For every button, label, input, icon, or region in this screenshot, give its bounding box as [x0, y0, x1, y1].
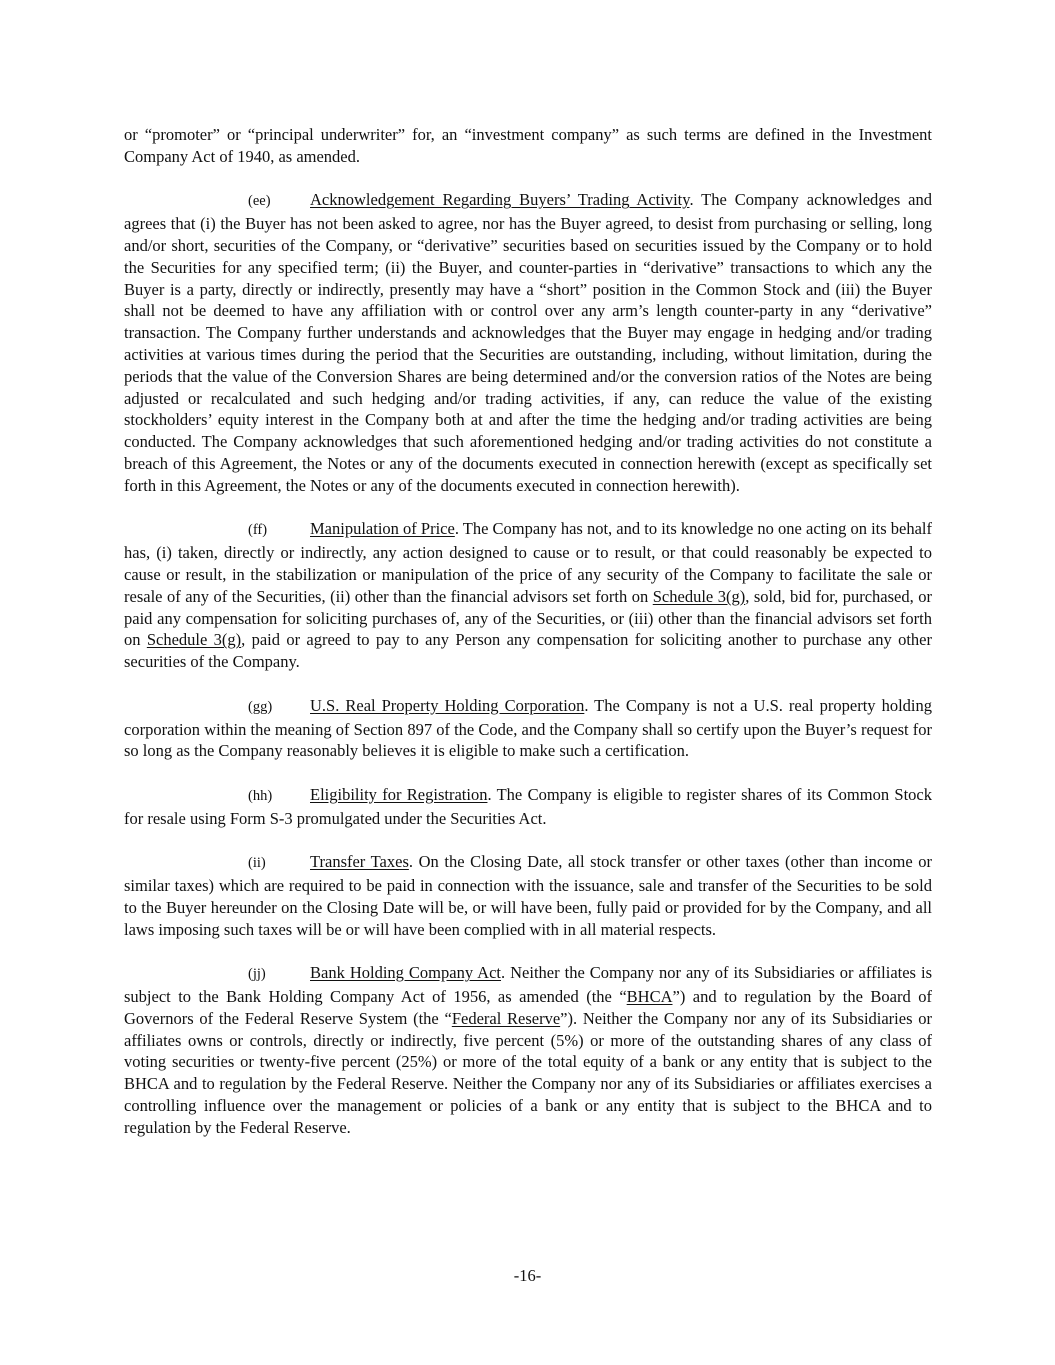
paragraph-text: . The Company is eligible to register shares of its Common Stock for resale using Form S-3 promulgated under the Securities Act.: [124, 784, 932, 828]
paragraph-ff: [124, 518, 932, 673]
document-body: [124, 124, 932, 1160]
paragraph-text: , paid or agreed to pay to any Person any compensation for soliciting another to purchase any other securities of the Company.: [124, 630, 932, 672]
paragraph-text: . The Company is not a U.S. real property holding corporation within the meaning of Section 897 of the Code, and the Company shall so certify upon the Buyer’s request for so long as the Company reasonably believes it is eligible to make such a certification.: [124, 695, 932, 761]
schedule-reference: Schedule 3(g): [146, 630, 242, 650]
paragraph-text: ”) and to regulation by the Board of Governors of the Federal Reserve System (the “: [124, 987, 932, 1028]
paragraph-text: or “promoter” or “principal underwriter” for, an “investment company” as such terms are defined in the Investment Company Act of 1940, as amended.: [124, 125, 932, 166]
section-number: (hh): [248, 787, 273, 804]
paragraph-text: . On the Closing Date, all stock transfer or other taxes (other than income or similar taxes) which are required to be paid in connection with the issuance, sale and transfer of the Securities to be sold to the Buyer hereunder on the Closing Date will be, or will have been, fully paid or provided for by the Company, and all laws imposing such taxes will be or will have been complied with in all material respects.: [124, 852, 933, 939]
paragraph-ee: [124, 189, 932, 496]
section-number: (jj): [248, 966, 266, 983]
section-heading: Eligibility for Registration: [310, 784, 488, 804]
page-number: -16-: [513, 1266, 542, 1285]
section-number: (gg): [248, 698, 273, 715]
paragraph-text: , sold, bid for, purchased, or paid any compensation for soliciting purchases of, any of the Securities, or (iii) other than the financial advisors set forth on: [124, 586, 932, 650]
section-number: (ii): [248, 855, 266, 872]
section-heading: Bank Holding Company Act: [310, 963, 502, 983]
defined-term: Federal Reserve: [451, 1008, 561, 1028]
paragraph-text: ”). Neither the Company nor any of its Subsidiaries or affiliates owns or controls, directly or indirectly, five percent (5%) or more of the outstanding shares of any class of voting securities or twenty-five percent (25%) or more of the total equity of a bank or any entity that is subject to the BHCA and to regulation by the Federal Reserve. Neither the Company nor any of its Subsidiaries or affiliates exercises a controlling influence over the management or policies of a bank or any entity that is subject to the BHCA and to regulation by the Federal Reserve.: [124, 1008, 932, 1137]
paragraph-gg: [124, 695, 932, 762]
section-heading: Transfer Taxes: [310, 852, 409, 872]
section-heading: Acknowledgement Regarding Buyers’ Trading Activity: [310, 190, 690, 210]
paragraph-continuation: [124, 124, 932, 168]
paragraph-hh: [124, 784, 932, 830]
paragraph-jj: [124, 962, 932, 1138]
section-heading: Manipulation of Price: [310, 519, 455, 539]
paragraph-ii: [124, 851, 932, 940]
section-number: (ff): [248, 522, 268, 539]
defined-term: BHCA: [626, 987, 673, 1007]
schedule-reference: Schedule 3(g): [652, 586, 746, 606]
section-number: (ee): [248, 193, 271, 210]
section-heading: U.S. Real Property Holding Corporation: [310, 695, 585, 715]
paragraph-text: . The Company acknowledges and agrees that (i) the Buyer has not been asked to agree, nor has the Buyer agreed, to desist from purchasing or selling, long and/or short, securities of the Company, or “derivative” securities based on securities issued by the Company or to hold the Securities for any specified term; (ii) the Buyer, and counter-parties in “derivative” transactions to which any the Buyer is a party, directly or indirectly, presently may have a “short” position in the Common Stock and (iii) the Buyer shall not be deemed to have any affiliation with or control over any arm’s length counter-party in any “derivative” transaction. The Company further understands and acknowledges that the Buyer may engage in hedging and/or trading activities at various times during the period that the Securities are outstanding, including, without limitation, during the periods that the value of the Conversion Shares are being determined and/or the conversion ratios of the Notes are being adjusted or recalculated and such hedging and/or trading activities, if any, can reduce the value of the existing stockholders’ equity interest in the Company both at and after the time the hedging and/or trading activities are being conducted. The Company acknowledges that such aforementioned hedging and/or trading activities do not constitute a breach of this Agreement, the Notes or any of the documents executed in connection herewith (except as specifically set forth in this Agreement, the Notes or any of the documents executed in connection herewith).: [124, 190, 933, 495]
paragraph-text: . The Company has not, and to its knowledge no one acting on its behalf has, (i) taken, directly or indirectly, any action designed to cause or to result, or that could reasonably be expected to cause or result, in the stabilization or manipulation of the price of any security of the Company to facilitate the sale or resale of any of the Securities, (ii) other than the financial advisors set forth on: [124, 519, 933, 606]
paragraph-text: . Neither the Company nor any of its Subsidiaries or affiliates is subject to the Bank Holding Company Act of 1956, as amended (the “: [124, 963, 932, 1007]
